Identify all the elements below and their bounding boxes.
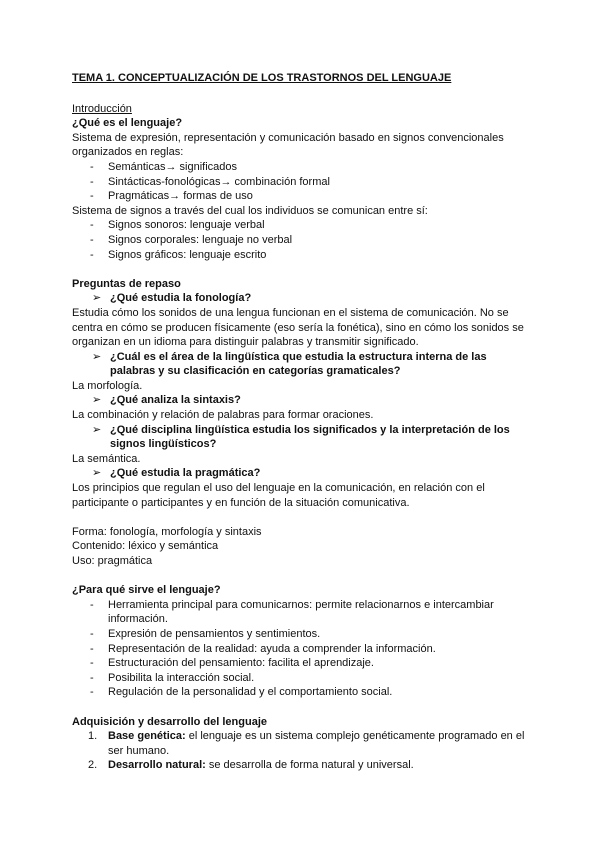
review-question: ➢ ¿Qué estudia la pragmática? xyxy=(92,467,261,480)
review-answer: La combinación y relación de palabras para formar oraciones. xyxy=(72,409,374,422)
arrow-bullet-icon: ➢ xyxy=(92,423,102,436)
page-title: TEMA 1. CONCEPTUALIZACIÓN DE LOS TRASTORNOS DEL LENGUAJE xyxy=(72,72,452,84)
summary-line: Forma: fonología, morfología y sintaxis xyxy=(72,525,262,538)
review-question: ➢ ¿Qué disciplina lingüística estudia los significados y la interpretación de los signos lingüísticos? xyxy=(92,423,510,451)
review-question: ➢ ¿Qué analiza la sintaxis? xyxy=(92,394,241,407)
list-item: - Signos corporales: lenguaje no verbal xyxy=(90,233,528,248)
list-item: - Representación de la realidad: ayuda a comprender la información. xyxy=(90,642,528,657)
signs-list xyxy=(72,218,528,262)
review-heading: Preguntas de repaso xyxy=(72,277,181,290)
review-answer: La semántica. xyxy=(72,452,141,465)
list-item: - Regulación de la personalidad y el comportamiento social. xyxy=(90,685,528,700)
document-content xyxy=(72,71,528,773)
list-item: - Sintácticas-fonológicas→ combinación formal xyxy=(90,175,528,190)
review-answer: La morfología. xyxy=(72,379,143,392)
acquisition-heading: Adquisición y desarrollo del lenguaje xyxy=(72,715,267,728)
list-item: - Signos sonoros: lenguaje verbal xyxy=(90,218,528,233)
list-item: 1. Base genética: el lenguaje es un sistema complejo genéticamente programado en el ser humano. xyxy=(88,730,525,757)
acquisition-list xyxy=(72,729,528,773)
arrow-bullet-icon: ➢ xyxy=(92,292,102,305)
intro-heading: Introducción xyxy=(72,102,132,115)
arrow-bullet-icon: ➢ xyxy=(92,467,102,480)
arrow-bullet-icon: ➢ xyxy=(92,394,102,407)
review-answer: Estudia cómo los sonidos de una lengua funcionan en el sistema de comunicación. No se centra en cómo se producen físicamente (eso sería la fonética), sino en cómo los sonidos se organizan en un idioma para distinguir palabras y transmitir significado. xyxy=(72,306,524,349)
list-item: - Estructuración del pensamiento: facilita el aprendizaje. xyxy=(90,656,528,671)
definition-2: Sistema de signos a través del cual los individuos se comunican entre sí: xyxy=(72,204,428,217)
summary-line: Uso: pragmática xyxy=(72,555,153,567)
list-item: - Expresión de pensamientos y sentimientos. xyxy=(90,627,528,642)
summary-line: Contenido: léxico y semántica xyxy=(72,540,219,553)
list-item: - Herramienta principal para comunicarnos: permite relacionarnos e intercambiar información. xyxy=(90,598,528,627)
purpose-list xyxy=(72,598,528,700)
question-what-is-language: ¿Qué es el lenguaje? xyxy=(72,117,183,130)
review-answer: Los principios que regulan el uso del lenguaje en la comunicación, en relación con el participante o participantes y en función de la situación comunicativa. xyxy=(72,482,485,509)
list-item: 2. Desarrollo natural: se desarrolla de forma natural y universal. xyxy=(88,759,414,772)
list-item: - Semánticas→ significados xyxy=(90,160,528,175)
purpose-heading: ¿Para qué sirve el lenguaje? xyxy=(72,584,221,597)
list-item: - Pragmáticas→ formas de uso xyxy=(90,189,528,204)
definition-1: Sistema de expresión, representación y comunicación basado en signos convencionales organizados en reglas: xyxy=(72,131,504,159)
list-item: - Signos gráficos: lenguaje escrito xyxy=(90,248,528,263)
review-question: ➢ ¿Cuál es el área de la lingüística que estudia la estructura interna de las palabras y su clasificación en categorías gramaticales? xyxy=(92,350,487,378)
review-question: ➢ ¿Qué estudia la fonología? xyxy=(92,292,252,305)
rules-list xyxy=(72,160,528,204)
arrow-bullet-icon: ➢ xyxy=(92,350,102,363)
list-item: - Posibilita la interacción social. xyxy=(90,671,528,686)
